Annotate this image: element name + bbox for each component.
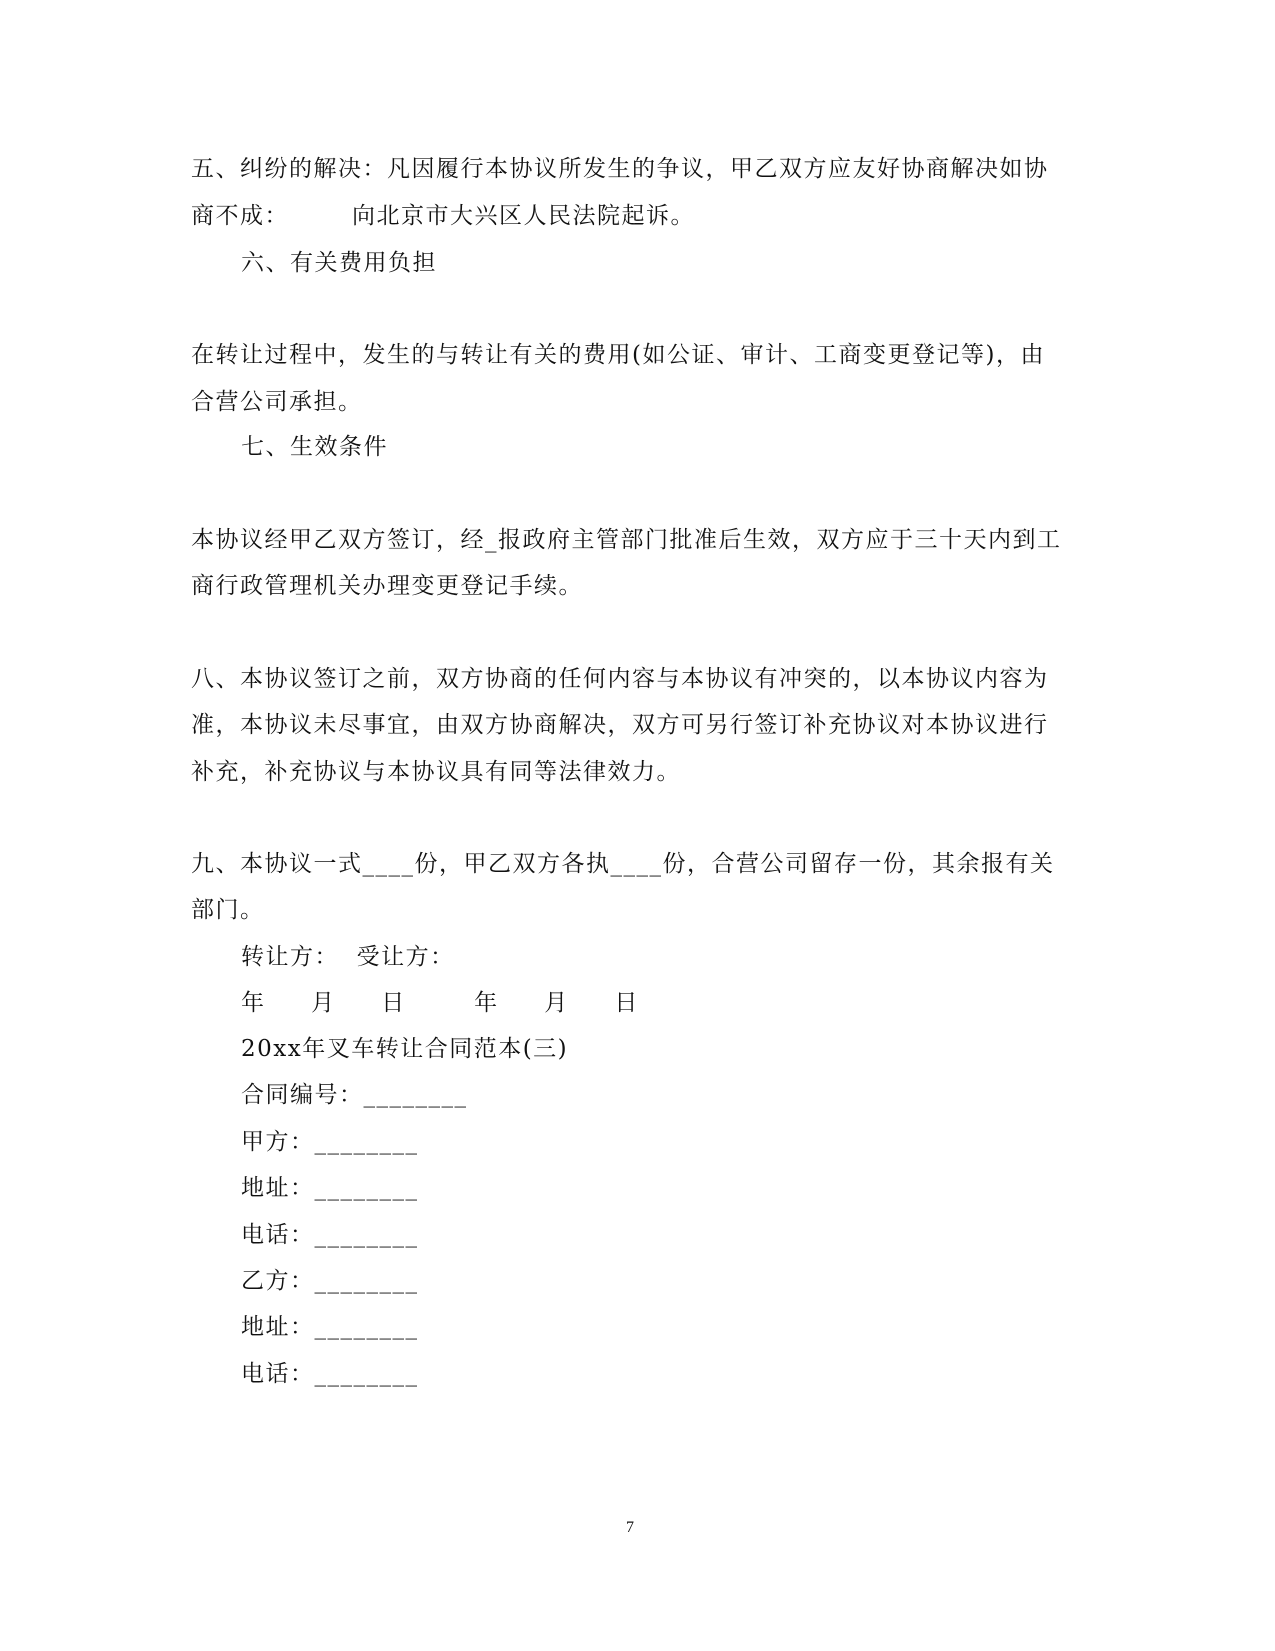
address-a-field: 地址：________	[241, 1175, 419, 1201]
signature-dates: 年 月 日 年 月 日	[241, 990, 639, 1016]
section5-line2-prefix: 商不成：	[191, 203, 289, 229]
section8-line2: 准，本协议未尽事宜，由双方协商解决，双方可另行签订补充协议对本协议进行	[191, 712, 1049, 738]
section5-line1: 五、纠纷的解决：凡因履行本协议所发生的争议，甲乙双方应友好协商解决如协	[191, 156, 1049, 182]
section6-heading: 六、有关费用负担	[241, 250, 437, 276]
section5-line2-suffix: 向北京市大兴区人民法院起诉。	[352, 203, 695, 229]
page-number: 7	[626, 1519, 634, 1536]
contract3-title: 20xx年叉车转让合同范本(三)	[241, 1036, 569, 1062]
section7-heading: 七、生效条件	[241, 434, 388, 460]
party-b-field: 乙方：________	[241, 1268, 419, 1294]
contract-number-field: 合同编号：________	[241, 1082, 468, 1108]
phone-a-field: 电话：________	[241, 1222, 419, 1248]
signature-parties: 转让方： 受让方：	[241, 944, 455, 970]
section6-line1: 在转让过程中，发生的与转让有关的费用(如公证、审计、工商变更登记等)，由	[191, 342, 1045, 368]
section9-line2: 部门。	[191, 897, 265, 923]
section8-line1: 八、本协议签订之前，双方协商的任何内容与本协议有冲突的，以本协议内容为	[191, 666, 1049, 692]
section5-line2	[191, 200, 695, 232]
section7-line1: 本协议经甲乙双方签订，经_报政府主管部门批准后生效，双方应于三十天内到工	[191, 527, 1062, 553]
section7-line2: 商行政管理机关办理变更登记手续。	[191, 573, 583, 599]
address-b-field: 地址：________	[241, 1314, 419, 1340]
section9-line1: 九、本协议一式____份，甲乙双方各执____份，合营公司留存一份，其余报有关	[191, 851, 1055, 877]
phone-b-field: 电话：________	[241, 1361, 419, 1387]
section6-line2: 合营公司承担。	[191, 389, 363, 415]
party-a-field: 甲方：________	[241, 1129, 419, 1155]
section8-line3: 补充，补充协议与本协议具有同等法律效力。	[191, 759, 681, 785]
